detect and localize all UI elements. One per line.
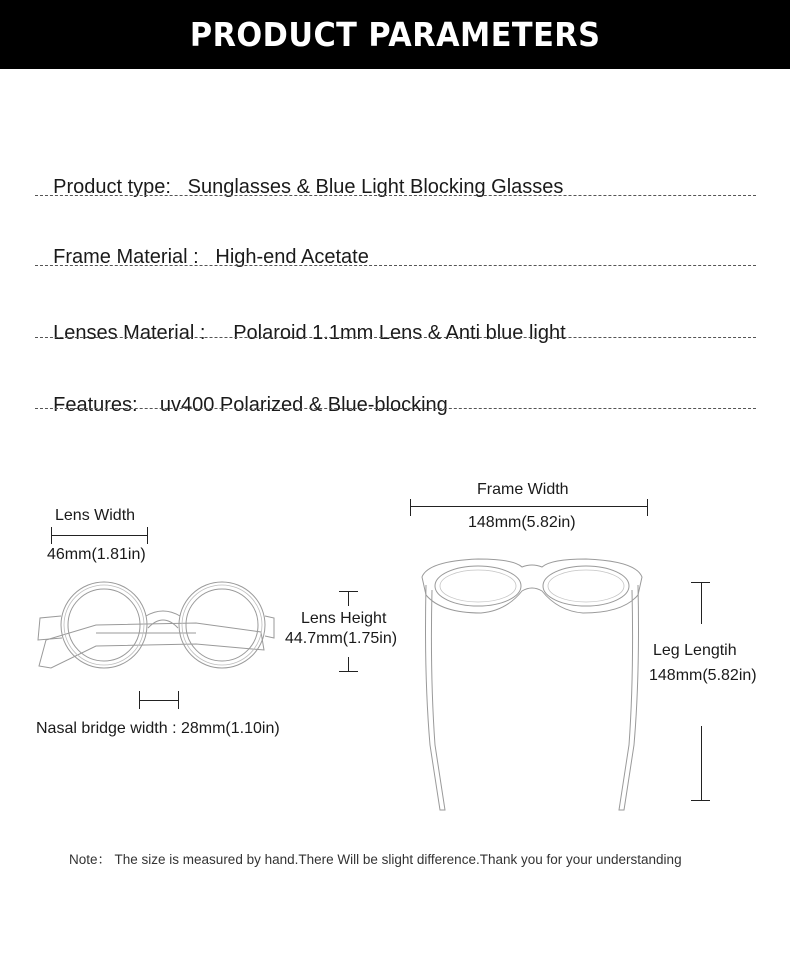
param-label: Lenses Material : [53, 322, 206, 344]
leg-length-value: 148mm(5.82in) [649, 667, 757, 684]
param-value: Sunglasses & Blue Light Blocking Glasses [187, 176, 564, 198]
lens-height-line [348, 657, 349, 671]
leg-length-tick [691, 800, 710, 801]
lens-height-tick [339, 671, 358, 672]
leg-length-label: Leg Lengtih [653, 642, 737, 659]
param-row-lenses-material [42, 299, 566, 345]
nasal-bridge-line [139, 700, 178, 701]
header-banner [0, 0, 790, 69]
frame-width-value: 148mm(5.82in) [468, 514, 576, 531]
lens-width-label: Lens Width [55, 507, 136, 524]
param-value: uv400 Polarized & Blue-blocking [159, 394, 448, 416]
nasal-bridge-tick [139, 691, 140, 709]
param-value: Polaroid 1.1mm Lens & Anti blue light [233, 322, 566, 344]
lens-width-line [51, 535, 148, 536]
param-label: Features: [53, 394, 138, 416]
nasal-bridge-label: Nasal bridge width : 28mm(1.10in) [36, 720, 280, 737]
param-row-frame-material [42, 223, 369, 269]
glasses-top-icon [418, 555, 646, 813]
leg-length-line [701, 582, 702, 624]
frame-width-tick [410, 499, 411, 516]
leg-length-line [701, 726, 702, 800]
lens-height-label: Lens Height [301, 610, 387, 627]
frame-width-label: Frame Width [477, 481, 569, 498]
frame-width-tick [647, 499, 648, 516]
param-row-features [42, 371, 448, 417]
lens-width-tick [51, 527, 52, 544]
frame-width-line [410, 506, 648, 507]
lens-width-value: 46mm(1.81in) [47, 546, 146, 563]
param-label: Frame Material : [53, 246, 199, 268]
divider [35, 408, 756, 409]
divider [35, 337, 756, 338]
lens-height-line [348, 591, 349, 606]
divider [35, 265, 756, 266]
nasal-bridge-tick [178, 691, 179, 709]
param-value: High-end Acetate [215, 246, 369, 268]
lens-height-value: 44.7mm(1.75in) [285, 630, 398, 647]
divider [35, 195, 756, 196]
lens-width-tick [147, 527, 148, 544]
page-title: PRODUCT PARAMETERS [189, 15, 601, 54]
param-row-product-type [42, 153, 563, 199]
param-label: Product type: [53, 176, 171, 198]
glasses-front-icon [36, 578, 276, 673]
measurement-note: Note： The size is measured by hand.There Will be slight difference.Thank you for your understanding [69, 852, 682, 867]
